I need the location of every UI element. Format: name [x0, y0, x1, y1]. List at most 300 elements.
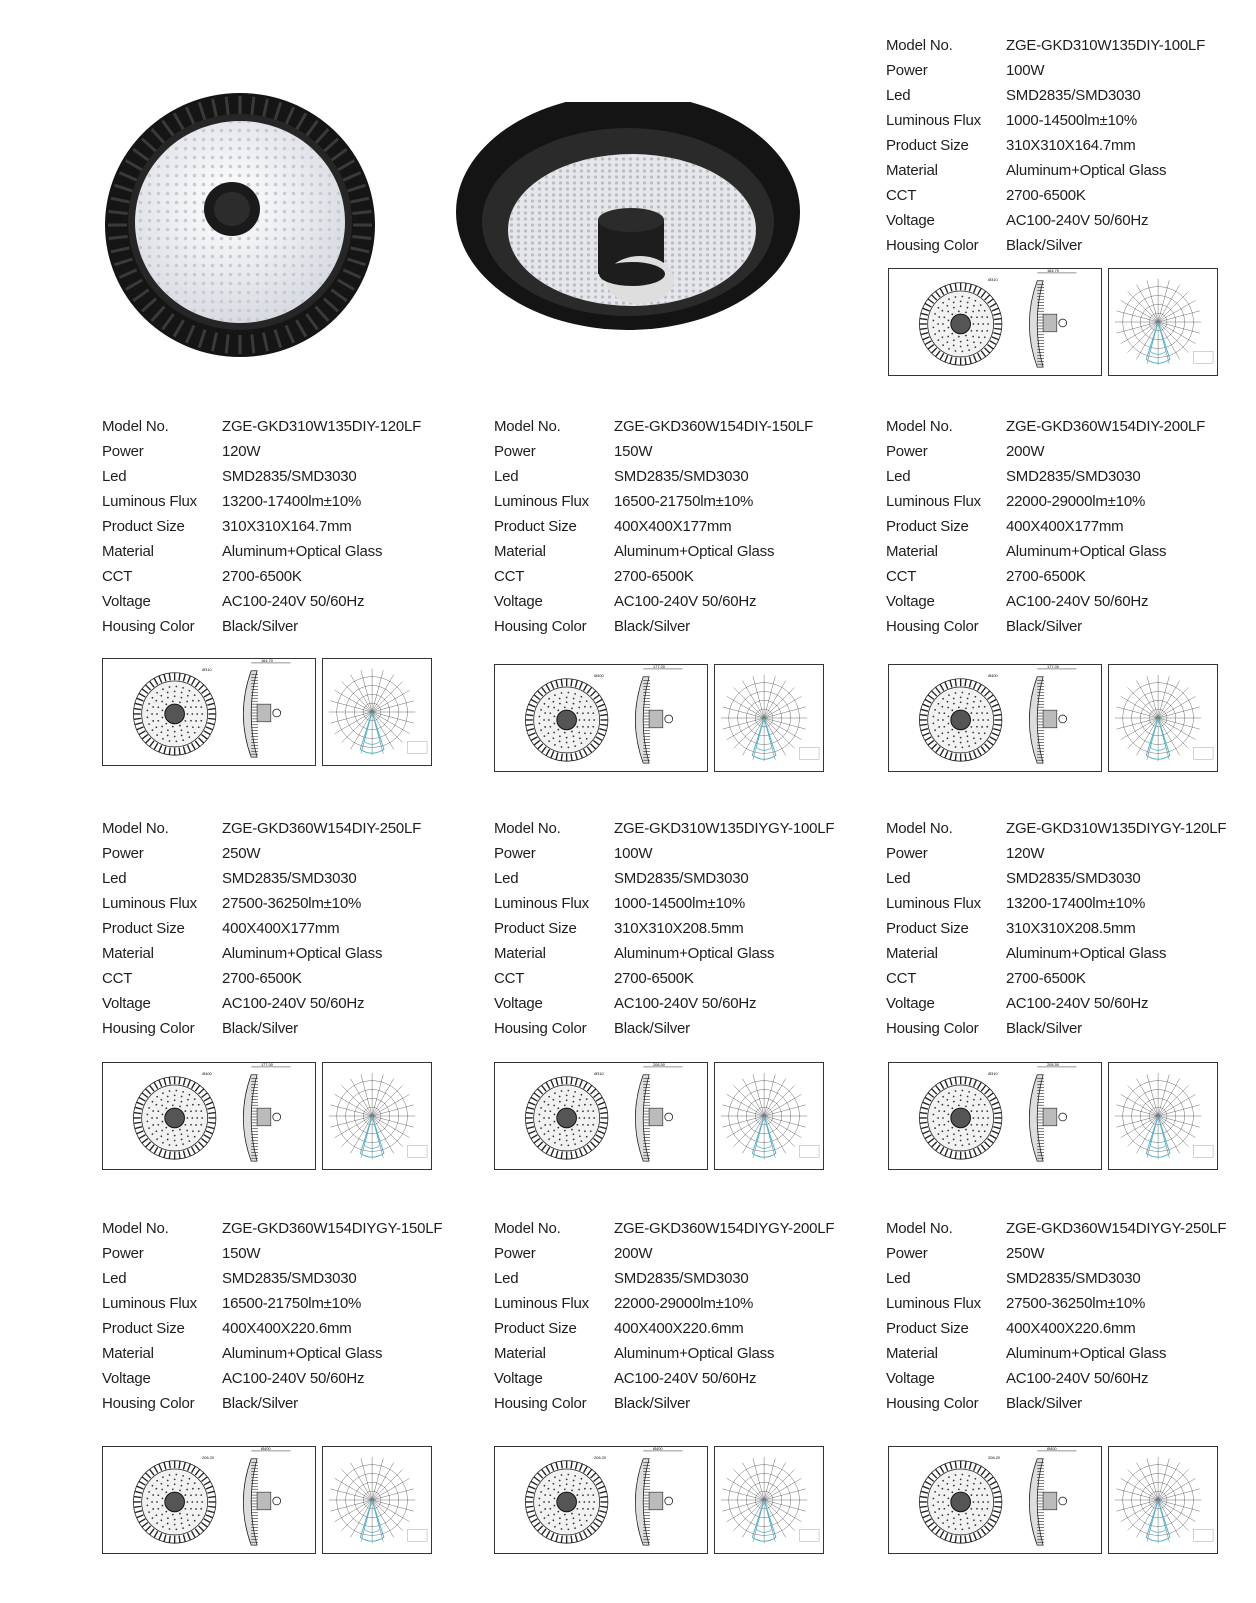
spec-value-housing: Black/Silver [222, 618, 298, 635]
spec-value-led: SMD2835/SMD3030 [614, 870, 749, 887]
spec-row-cct [886, 187, 1205, 212]
spec-row-voltage [886, 1370, 1226, 1395]
spec-value-flux: 1000-14500lm±10% [1006, 112, 1137, 129]
spec-label-material: Material [102, 945, 154, 962]
spec-value-voltage: AC100-240V 50/60Hz [1006, 212, 1149, 229]
spec-label-housing: Housing Color [494, 1020, 587, 1037]
spec-row-led [886, 870, 1226, 895]
spec-label-power: Power [102, 1245, 144, 1262]
spec-row-size [102, 920, 421, 945]
spec-value-material: Aluminum+Optical Glass [222, 945, 383, 962]
spec-label-voltage: Voltage [494, 995, 543, 1012]
spec-row-housing [494, 1020, 834, 1045]
spec-label-power: Power [886, 443, 928, 460]
spec-value-cct: 2700-6500K [222, 970, 302, 987]
spec-row-led [886, 468, 1205, 493]
dimension-label-top: 208.50 [653, 1063, 665, 1067]
spec-row-flux [494, 895, 834, 920]
spec-value-material: Aluminum+Optical Glass [1006, 543, 1167, 560]
spec-label-flux: Luminous Flux [886, 112, 981, 129]
spec-value-model: ZGE-GKD360W154DIYGY-200LF [614, 1220, 835, 1237]
spec-value-model: ZGE-GKD310W135DIY-120LF [222, 418, 422, 435]
light-distribution-diagram [714, 1446, 824, 1554]
spec-value-voltage: AC100-240V 50/60Hz [614, 995, 757, 1012]
spec-value-voltage: AC100-240V 50/60Hz [222, 995, 365, 1012]
spec-value-size: 310X310X208.5mm [1006, 920, 1136, 937]
spec-value-voltage: AC100-240V 50/60Hz [222, 1370, 365, 1387]
spec-row-material [886, 1345, 1226, 1370]
spec-value-power: 150W [614, 443, 653, 460]
spec-row-flux [102, 493, 421, 518]
spec-row-model [494, 418, 813, 443]
dimension-drawing [888, 1062, 1102, 1170]
spec-label-power: Power [886, 1245, 928, 1262]
spec-label-power: Power [886, 845, 928, 862]
spec-value-cct: 2700-6500K [1006, 568, 1086, 585]
spec-value-cct: 2700-6500K [614, 970, 694, 987]
spec-row-flux [886, 895, 1226, 920]
spec-label-material: Material [102, 1345, 154, 1362]
spec-label-led: Led [102, 468, 127, 485]
spec-value-power: 120W [222, 443, 261, 460]
dimension-label-top: 177.00 [653, 665, 665, 669]
spec-row-power [102, 1245, 442, 1270]
spec-row-led [886, 87, 1205, 112]
spec-value-led: SMD2835/SMD3030 [222, 468, 357, 485]
spec-label-size: Product Size [494, 1320, 577, 1337]
dimension-drawing [494, 1062, 708, 1170]
spec-row-led [494, 468, 813, 493]
spec-row-flux [494, 493, 813, 518]
spec-value-flux: 1000-14500lm±10% [614, 895, 745, 912]
spec-row-voltage [886, 212, 1205, 237]
spec-row-model [102, 820, 421, 845]
spec-value-led: SMD2835/SMD3030 [222, 870, 357, 887]
spec-row-size [102, 1320, 442, 1345]
spec-value-housing: Black/Silver [614, 618, 690, 635]
spec-row-size [886, 137, 1205, 162]
spec-label-size: Product Size [886, 920, 969, 937]
spec-label-housing: Housing Color [102, 618, 195, 635]
dimension-drawing [888, 1446, 1102, 1554]
dimension-label-side: 206.20 [202, 1454, 215, 1460]
spec-value-housing: Black/Silver [222, 1395, 298, 1412]
spec-row-led [102, 870, 421, 895]
spec-row-voltage [494, 1370, 834, 1395]
spec-label-voltage: Voltage [886, 995, 935, 1012]
spec-row-material [494, 945, 834, 970]
spec-label-led: Led [886, 1270, 911, 1287]
spec-value-voltage: AC100-240V 50/60Hz [614, 1370, 757, 1387]
dimension-label-side: Ø310 [988, 1070, 998, 1076]
spec-row-power [494, 845, 834, 870]
spec-label-cct: CCT [494, 568, 525, 585]
spec-row-housing [886, 618, 1205, 643]
spec-label-material: Material [494, 1345, 546, 1362]
spec-row-voltage [494, 593, 813, 618]
spec-row-size [494, 1320, 834, 1345]
spec-label-flux: Luminous Flux [886, 493, 981, 510]
dimension-drawing [102, 658, 316, 766]
dimension-label-top: Ø400 [1047, 1447, 1057, 1451]
spec-value-material: Aluminum+Optical Glass [1006, 162, 1167, 179]
spec-row-material [886, 162, 1205, 187]
spec-label-led: Led [494, 468, 519, 485]
spec-value-flux: 27500-36250lm±10% [1006, 1295, 1146, 1312]
spec-label-flux: Luminous Flux [886, 1295, 981, 1312]
spec-row-size [494, 920, 834, 945]
spec-value-led: SMD2835/SMD3030 [1006, 1270, 1141, 1287]
spec-table [102, 820, 421, 1045]
spec-label-flux: Luminous Flux [886, 895, 981, 912]
spec-label-model: Model No. [886, 1220, 953, 1237]
spec-row-housing [102, 618, 421, 643]
spec-table [494, 1220, 834, 1420]
spec-label-size: Product Size [494, 518, 577, 535]
spec-row-led [102, 1270, 442, 1295]
spec-row-housing [102, 1020, 421, 1045]
spec-table [494, 418, 813, 643]
dimension-drawing [494, 1446, 708, 1554]
spec-row-housing [886, 1020, 1226, 1045]
spec-row-flux [494, 1295, 834, 1320]
spec-label-flux: Luminous Flux [102, 493, 197, 510]
spec-value-flux: 16500-21750lm±10% [614, 493, 754, 510]
light-distribution-diagram [1108, 664, 1218, 772]
product-photo-angled [452, 102, 804, 340]
spec-value-size: 400X400X177mm [614, 518, 732, 535]
spec-row-led [886, 1270, 1226, 1295]
light-distribution-diagram [322, 658, 432, 766]
spec-row-material [494, 1345, 834, 1370]
spec-value-size: 310X310X164.7mm [1006, 137, 1136, 154]
spec-row-flux [102, 1295, 442, 1320]
spec-table [102, 418, 421, 643]
spec-label-led: Led [494, 1270, 519, 1287]
spec-row-model [494, 820, 834, 845]
spec-label-flux: Luminous Flux [494, 493, 589, 510]
spec-label-material: Material [102, 543, 154, 560]
spec-label-material: Material [494, 543, 546, 560]
spec-label-material: Material [886, 945, 938, 962]
spec-value-flux: 22000-29000lm±10% [1006, 493, 1146, 510]
dimension-label-top: 177.00 [1047, 665, 1059, 669]
spec-value-cct: 2700-6500K [614, 568, 694, 585]
spec-label-housing: Housing Color [102, 1020, 195, 1037]
spec-value-size: 400X400X220.6mm [1006, 1320, 1136, 1337]
spec-label-voltage: Voltage [886, 1370, 935, 1387]
spec-label-model: Model No. [102, 820, 169, 837]
spec-row-size [102, 518, 421, 543]
spec-row-led [494, 1270, 834, 1295]
spec-row-flux [886, 1295, 1226, 1320]
spec-row-size [886, 920, 1226, 945]
spec-row-flux [102, 895, 421, 920]
spec-value-material: Aluminum+Optical Glass [614, 945, 775, 962]
dimension-drawing [888, 268, 1102, 376]
spec-value-model: ZGE-GKD360W154DIY-250LF [222, 820, 422, 837]
spec-value-housing: Black/Silver [1006, 618, 1082, 635]
spec-value-housing: Black/Silver [614, 1395, 690, 1412]
spec-label-material: Material [886, 543, 938, 560]
spec-row-voltage [102, 593, 421, 618]
dimension-label-side: Ø400 [988, 672, 998, 678]
spec-value-cct: 2700-6500K [1006, 187, 1086, 204]
spec-row-material [102, 945, 421, 970]
spec-label-model: Model No. [494, 1220, 561, 1237]
spec-value-model: ZGE-GKD360W154DIY-150LF [614, 418, 814, 435]
spec-row-model [494, 1220, 834, 1245]
spec-value-power: 200W [614, 1245, 653, 1262]
spec-label-voltage: Voltage [886, 212, 935, 229]
spec-value-material: Aluminum+Optical Glass [222, 543, 383, 560]
spec-value-housing: Black/Silver [222, 1020, 298, 1037]
spec-label-voltage: Voltage [886, 593, 935, 610]
spec-value-model: ZGE-GKD360W154DIY-200LF [1006, 418, 1206, 435]
spec-label-model: Model No. [494, 418, 561, 435]
spec-row-housing [886, 1395, 1226, 1420]
spec-value-housing: Black/Silver [1006, 237, 1082, 254]
spec-row-voltage [886, 995, 1226, 1020]
spec-value-model: ZGE-GKD360W154DIYGY-150LF [222, 1220, 443, 1237]
spec-label-power: Power [102, 845, 144, 862]
spec-row-power [886, 62, 1205, 87]
spec-label-flux: Luminous Flux [494, 1295, 589, 1312]
spec-label-power: Power [494, 845, 536, 862]
spec-value-material: Aluminum+Optical Glass [1006, 945, 1167, 962]
spec-value-power: 120W [1006, 845, 1045, 862]
dimension-label-top: 208.50 [1047, 1063, 1059, 1067]
spec-value-model: ZGE-GKD310W135DIY-100LF [1006, 37, 1206, 54]
spec-label-model: Model No. [102, 418, 169, 435]
spec-row-cct [102, 970, 421, 995]
spec-label-flux: Luminous Flux [494, 895, 589, 912]
dimension-label-top: 164.70 [261, 659, 273, 663]
spec-value-power: 150W [222, 1245, 261, 1262]
spec-label-model: Model No. [494, 820, 561, 837]
light-distribution-diagram [1108, 1062, 1218, 1170]
spec-label-size: Product Size [102, 518, 185, 535]
spec-label-led: Led [886, 87, 911, 104]
spec-row-power [102, 443, 421, 468]
spec-table [494, 820, 834, 1045]
spec-row-voltage [102, 995, 421, 1020]
light-distribution-diagram [322, 1446, 432, 1554]
spec-value-led: SMD2835/SMD3030 [1006, 468, 1141, 485]
dimension-label-top: 164.70 [1047, 269, 1059, 273]
dimension-label-side: Ø310 [202, 666, 212, 672]
spec-label-cct: CCT [886, 187, 917, 204]
spec-row-model [886, 418, 1205, 443]
spec-row-power [494, 1245, 834, 1270]
spec-value-material: Aluminum+Optical Glass [614, 543, 775, 560]
dimension-label-side: Ø400 [202, 1070, 212, 1076]
spec-value-housing: Black/Silver [1006, 1020, 1082, 1037]
spec-table [102, 1220, 442, 1420]
light-distribution-diagram [1108, 268, 1218, 376]
spec-label-voltage: Voltage [494, 1370, 543, 1387]
spec-label-model: Model No. [886, 418, 953, 435]
spec-label-led: Led [102, 1270, 127, 1287]
dimension-label-side: Ø400 [594, 672, 604, 678]
spec-value-power: 100W [1006, 62, 1045, 79]
spec-value-voltage: AC100-240V 50/60Hz [1006, 995, 1149, 1012]
spec-value-housing: Black/Silver [614, 1020, 690, 1037]
spec-label-cct: CCT [102, 970, 133, 987]
spec-row-model [886, 1220, 1226, 1245]
spec-row-flux [886, 112, 1205, 137]
spec-row-model [886, 820, 1226, 845]
spec-value-voltage: AC100-240V 50/60Hz [1006, 593, 1149, 610]
spec-row-power [886, 845, 1226, 870]
dimension-drawing [888, 664, 1102, 772]
spec-label-led: Led [102, 870, 127, 887]
spec-label-model: Model No. [886, 37, 953, 54]
spec-label-cct: CCT [102, 568, 133, 585]
spec-row-material [886, 543, 1205, 568]
spec-row-model [102, 1220, 442, 1245]
spec-label-housing: Housing Color [886, 618, 979, 635]
spec-value-power: 100W [614, 845, 653, 862]
spec-row-voltage [102, 1370, 442, 1395]
spec-value-size: 400X400X220.6mm [614, 1320, 744, 1337]
spec-label-model: Model No. [102, 1220, 169, 1237]
spec-label-size: Product Size [102, 1320, 185, 1337]
spec-row-power [886, 1245, 1226, 1270]
dimension-label-side: Ø310 [594, 1070, 604, 1076]
spec-value-flux: 13200-17400lm±10% [222, 493, 362, 510]
spec-label-power: Power [494, 443, 536, 460]
spec-row-housing [494, 618, 813, 643]
spec-row-led [102, 468, 421, 493]
light-distribution-diagram [714, 1062, 824, 1170]
spec-value-size: 400X400X177mm [1006, 518, 1124, 535]
spec-label-size: Product Size [102, 920, 185, 937]
spec-label-flux: Luminous Flux [102, 1295, 197, 1312]
dimension-label-side: 206.20 [988, 1454, 1001, 1460]
spec-label-housing: Housing Color [494, 618, 587, 635]
spec-label-size: Product Size [886, 1320, 969, 1337]
spec-row-size [494, 518, 813, 543]
spec-row-cct [886, 970, 1226, 995]
spec-value-power: 250W [222, 845, 261, 862]
spec-row-housing [494, 1395, 834, 1420]
light-distribution-diagram [714, 664, 824, 772]
spec-value-voltage: AC100-240V 50/60Hz [1006, 1370, 1149, 1387]
spec-label-cct: CCT [886, 568, 917, 585]
spec-value-cct: 2700-6500K [1006, 970, 1086, 987]
spec-value-material: Aluminum+Optical Glass [1006, 1345, 1167, 1362]
spec-row-voltage [886, 593, 1205, 618]
spec-row-model [102, 418, 421, 443]
spec-label-voltage: Voltage [102, 1370, 151, 1387]
spec-row-cct [102, 568, 421, 593]
spec-row-material [886, 945, 1226, 970]
spec-label-housing: Housing Color [886, 1395, 979, 1412]
dimension-label-side: Ø310 [988, 276, 998, 282]
spec-label-led: Led [886, 468, 911, 485]
spec-label-material: Material [494, 945, 546, 962]
product-photo-front [100, 90, 380, 360]
spec-label-housing: Housing Color [886, 1020, 979, 1037]
spec-value-size: 310X310X164.7mm [222, 518, 352, 535]
spec-value-flux: 27500-36250lm±10% [222, 895, 362, 912]
spec-row-material [102, 1345, 442, 1370]
spec-label-voltage: Voltage [102, 593, 151, 610]
spec-label-housing: Housing Color [886, 237, 979, 254]
light-distribution-diagram [322, 1062, 432, 1170]
spec-label-housing: Housing Color [102, 1395, 195, 1412]
spec-row-size [886, 518, 1205, 543]
spec-value-flux: 22000-29000lm±10% [614, 1295, 754, 1312]
spec-value-led: SMD2835/SMD3030 [1006, 87, 1141, 104]
spec-label-material: Material [886, 1345, 938, 1362]
spec-label-power: Power [102, 443, 144, 460]
spec-row-housing [886, 237, 1205, 262]
spec-label-model: Model No. [886, 820, 953, 837]
spec-row-model [886, 37, 1205, 62]
spec-value-led: SMD2835/SMD3030 [614, 468, 749, 485]
spec-table [886, 820, 1226, 1045]
spec-label-led: Led [494, 870, 519, 887]
spec-value-led: SMD2835/SMD3030 [222, 1270, 357, 1287]
spec-row-led [494, 870, 834, 895]
dimension-drawing [102, 1446, 316, 1554]
spec-label-led: Led [886, 870, 911, 887]
spec-label-voltage: Voltage [494, 593, 543, 610]
spec-value-voltage: AC100-240V 50/60Hz [614, 593, 757, 610]
spec-row-material [102, 543, 421, 568]
spec-value-material: Aluminum+Optical Glass [222, 1345, 383, 1362]
spec-row-flux [886, 493, 1205, 518]
spec-value-led: SMD2835/SMD3030 [1006, 870, 1141, 887]
spec-value-size: 400X400X220.6mm [222, 1320, 352, 1337]
dimension-label-top: 177.00 [261, 1063, 273, 1067]
spec-value-housing: Black/Silver [1006, 1395, 1082, 1412]
spec-value-led: SMD2835/SMD3030 [614, 1270, 749, 1287]
spec-value-power: 200W [1006, 443, 1045, 460]
dimension-drawing [494, 664, 708, 772]
spec-label-voltage: Voltage [102, 995, 151, 1012]
spec-value-flux: 16500-21750lm±10% [222, 1295, 362, 1312]
spec-table [886, 418, 1205, 643]
spec-table [886, 1220, 1226, 1420]
spec-row-cct [494, 568, 813, 593]
spec-row-power [886, 443, 1205, 468]
spec-label-flux: Luminous Flux [102, 895, 197, 912]
dimension-label-top: Ø400 [653, 1447, 663, 1451]
spec-row-power [494, 443, 813, 468]
dimension-label-side: 206.20 [594, 1454, 607, 1460]
spec-row-voltage [494, 995, 834, 1020]
spec-value-cct: 2700-6500K [222, 568, 302, 585]
spec-row-size [886, 1320, 1226, 1345]
spec-label-size: Product Size [494, 920, 577, 937]
spec-label-size: Product Size [886, 518, 969, 535]
spec-value-material: Aluminum+Optical Glass [614, 1345, 775, 1362]
spec-label-material: Material [886, 162, 938, 179]
spec-value-power: 250W [1006, 1245, 1045, 1262]
light-distribution-diagram [1108, 1446, 1218, 1554]
spec-table [886, 37, 1205, 262]
spec-row-material [494, 543, 813, 568]
spec-label-power: Power [494, 1245, 536, 1262]
spec-row-cct [886, 568, 1205, 593]
spec-label-cct: CCT [886, 970, 917, 987]
spec-value-size: 400X400X177mm [222, 920, 340, 937]
spec-row-housing [102, 1395, 442, 1420]
spec-value-flux: 13200-17400lm±10% [1006, 895, 1146, 912]
